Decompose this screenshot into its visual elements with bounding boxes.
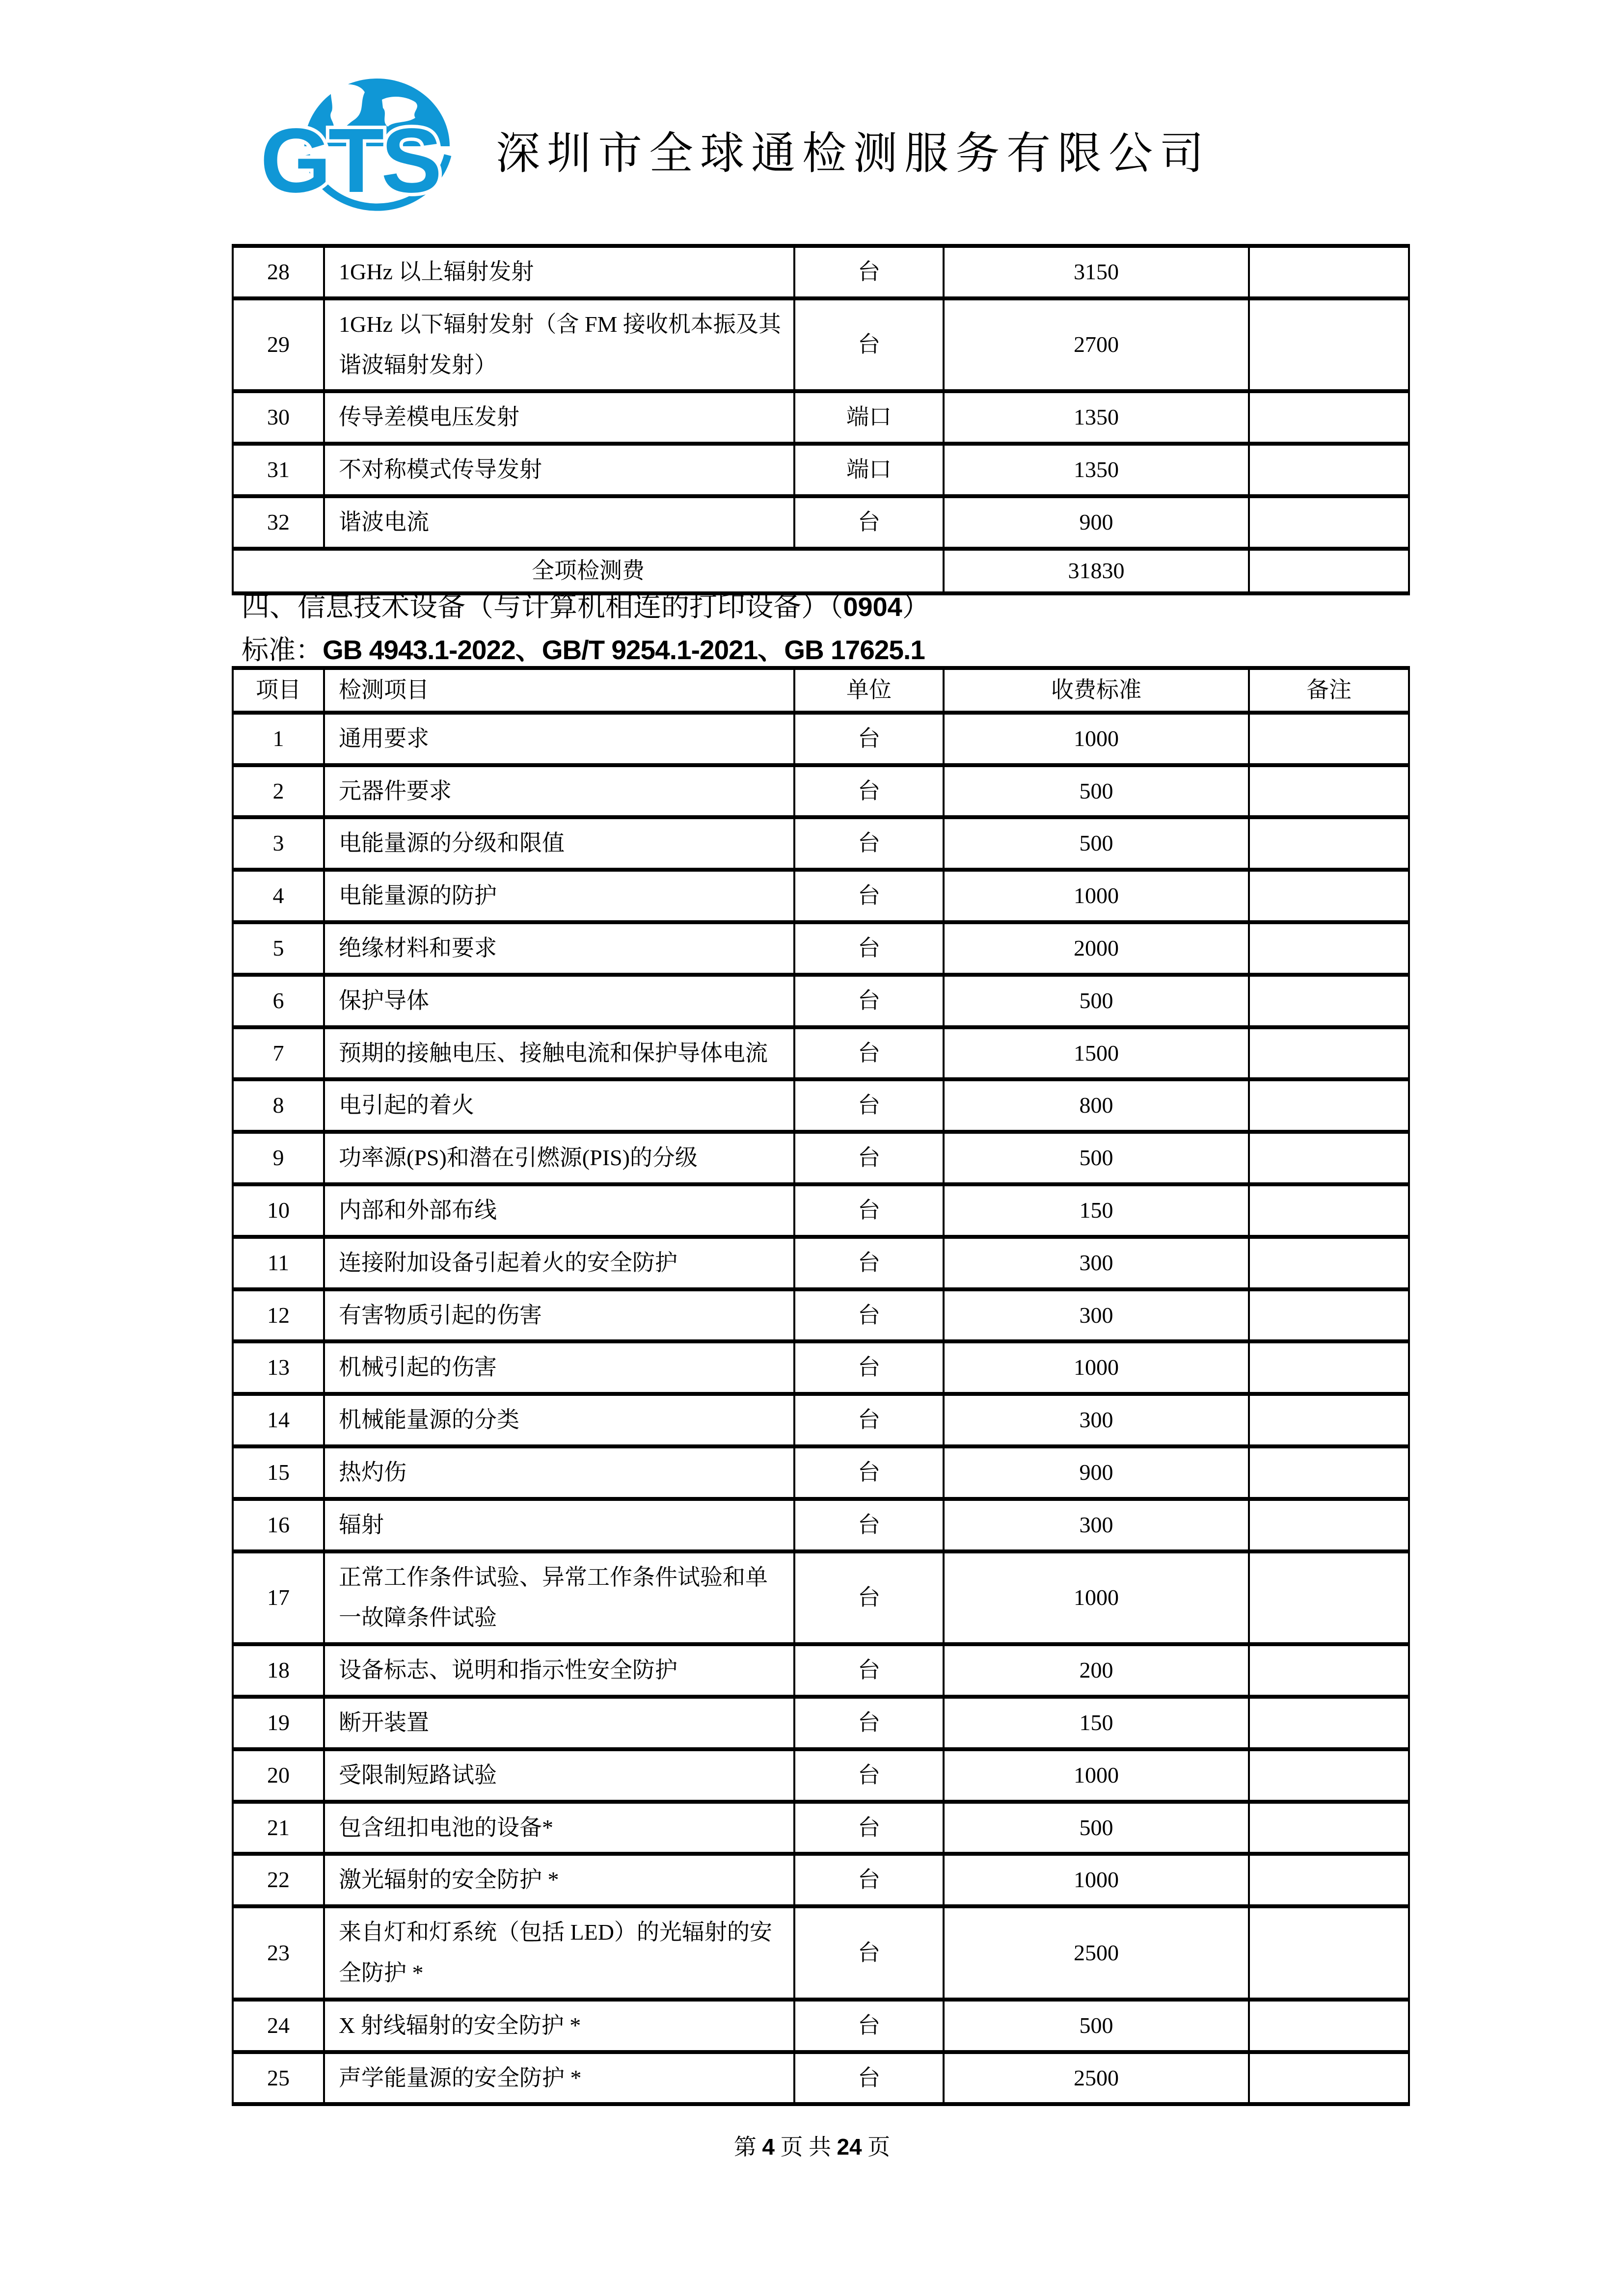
row-number: 2 [233,765,324,818]
table-row [233,817,1409,870]
footer-mid: 页 共 [780,2135,831,2160]
unit: 台 [794,1289,944,1342]
table-row [233,1027,1409,1080]
row-number: 22 [233,1854,324,1906]
test-item: 激光辐射的安全防护 * [324,1854,794,1906]
row-number: 6 [233,975,324,1027]
test-item: 内部和外部布线 [324,1184,794,1237]
test-item: X 射线辐射的安全防护 * [324,2000,794,2052]
unit: 台 [794,2052,944,2105]
row-number: 8 [233,1079,324,1132]
note [1249,1079,1409,1132]
row-number: 10 [233,1184,324,1237]
fee: 2000 [944,922,1249,975]
test-item: 功率源(PS)和潜在引燃源(PIS)的分级 [324,1132,794,1184]
test-item: 绝缘材料和要求 [324,922,794,975]
unit: 台 [794,765,944,818]
note [1249,817,1409,870]
row-number: 16 [233,1499,324,1551]
fee: 1350 [944,391,1249,444]
row-number: 31 [233,444,324,496]
unit: 端口 [794,391,944,444]
test-item: 电能量源的防护 [324,870,794,922]
unit: 台 [794,1499,944,1551]
row-number: 18 [233,1644,324,1697]
unit: 台 [794,1079,944,1132]
note [1249,922,1409,975]
row-number: 3 [233,817,324,870]
fee: 1000 [944,1749,1249,1802]
note [1249,496,1409,549]
row-number: 9 [233,1132,324,1184]
test-item: 1GHz 以下辐射发射（含 FM 接收机本振及其谐波辐射发射） [324,298,794,392]
section-title [242,584,930,624]
note [1249,1341,1409,1394]
fee: 1000 [944,713,1249,765]
table-row [233,922,1409,975]
row-number: 28 [233,246,324,298]
test-item: 包含纽扣电池的设备* [324,1802,794,1854]
table-row [233,496,1409,549]
row-number: 7 [233,1027,324,1080]
unit: 台 [794,1132,944,1184]
note [1249,1499,1409,1551]
test-item: 声学能量源的安全防护 * [324,2052,794,2105]
row-number: 11 [233,1237,324,1289]
test-item: 来自灯和灯系统（包括 LED）的光辐射的安全防护 * [324,1906,794,2000]
table-row [233,246,1409,298]
unit: 台 [794,2000,944,2052]
fee: 500 [944,765,1249,818]
header-note: 备注 [1249,668,1409,713]
note [1249,1854,1409,1906]
fee-table-main [232,666,1410,2106]
unit: 台 [794,1854,944,1906]
footer-total-pages: 24 [837,2134,862,2160]
row-number: 21 [233,1802,324,1854]
footer-page-number: 4 [762,2134,775,2160]
test-item: 保护导体 [324,975,794,1027]
unit: 台 [794,922,944,975]
note [1249,1446,1409,1499]
fee: 1000 [944,1854,1249,1906]
unit: 台 [794,975,944,1027]
note [1249,391,1409,444]
fee: 300 [944,1499,1249,1551]
row-number: 30 [233,391,324,444]
fee: 3150 [944,246,1249,298]
page-header [259,73,1211,226]
row-number: 15 [233,1446,324,1499]
row-number: 17 [233,1551,324,1645]
footer-suffix: 页 [867,2135,891,2160]
unit: 台 [794,246,944,298]
table-row [233,713,1409,765]
table-row [233,1802,1409,1854]
table-row [233,444,1409,496]
note [1249,870,1409,922]
header-unit: 单位 [794,668,944,713]
table-row [233,1551,1409,1645]
test-item: 传导差模电压发射 [324,391,794,444]
row-number: 23 [233,1906,324,2000]
standard-value: GB 4943.1-2022、GB/T 9254.1-2021、GB 17625.1 [323,635,925,665]
test-item: 辐射 [324,1499,794,1551]
note [1249,1551,1409,1645]
note [1249,1802,1409,1854]
test-item: 不对称模式传导发射 [324,444,794,496]
test-item: 受限制短路试验 [324,1749,794,1802]
test-item: 通用要求 [324,713,794,765]
note [1249,1644,1409,1697]
header-item: 检测项目 [324,668,794,713]
test-item: 谐波电流 [324,496,794,549]
test-item: 设备标志、说明和指示性安全防护 [324,1644,794,1697]
test-item: 热灼伤 [324,1446,794,1499]
gts-globe-logo [259,73,490,226]
test-item: 预期的接触电压、接触电流和保护导体电流 [324,1027,794,1080]
fee: 300 [944,1289,1249,1342]
fee: 200 [944,1644,1249,1697]
note [1249,1749,1409,1802]
fee: 300 [944,1237,1249,1289]
unit: 台 [794,817,944,870]
fee: 500 [944,1802,1249,1854]
fee: 300 [944,1394,1249,1446]
standard-line [242,628,925,667]
fee: 1000 [944,1551,1249,1645]
fee-table-continuation [232,244,1410,595]
row-number: 20 [233,1749,324,1802]
note [1249,975,1409,1027]
table-row [233,1749,1409,1802]
row-number: 1 [233,713,324,765]
test-item: 有害物质引起的伤害 [324,1289,794,1342]
unit: 台 [794,298,944,392]
test-item: 机械能量源的分类 [324,1394,794,1446]
test-item: 正常工作条件试验、异常工作条件试验和单一故障条件试验 [324,1551,794,1645]
unit: 台 [794,1906,944,2000]
fee: 1500 [944,1027,1249,1080]
fee: 150 [944,1697,1249,1749]
unit: 台 [794,1697,944,1749]
row-number: 32 [233,496,324,549]
company-name: 深圳市全球通检测服务有限公司 [496,130,1211,178]
table-row [233,870,1409,922]
note [1249,2052,1409,2105]
row-number: 29 [233,298,324,392]
note [1249,298,1409,392]
table-row [233,2052,1409,2105]
note [1249,1906,1409,2000]
footer-prefix: 第 [733,2135,757,2160]
test-item: 机械引起的伤害 [324,1341,794,1394]
test-item: 1GHz 以上辐射发射 [324,246,794,298]
note [1249,1132,1409,1184]
table-row [233,1697,1409,1749]
fee: 800 [944,1079,1249,1132]
unit: 台 [794,1184,944,1237]
unit: 台 [794,1551,944,1645]
note [1249,1289,1409,1342]
page-footer [0,2129,1624,2162]
table-row [233,1289,1409,1342]
fee: 500 [944,2000,1249,2052]
table-row [233,975,1409,1027]
fee: 2700 [944,298,1249,392]
row-number: 25 [233,2052,324,2105]
unit: 台 [794,1341,944,1394]
table-row [233,1499,1409,1551]
table-row [233,1854,1409,1906]
note [1249,713,1409,765]
fee: 500 [944,1132,1249,1184]
standard-label: 标准： [242,635,323,665]
header-fee: 收费标准 [944,668,1249,713]
unit: 台 [794,1446,944,1499]
total-fee: 31830 [944,549,1249,593]
note [1249,1237,1409,1289]
test-item: 连接附加设备引起着火的安全防护 [324,1237,794,1289]
fee: 2500 [944,1906,1249,2000]
row-number: 13 [233,1341,324,1394]
unit: 台 [794,1749,944,1802]
fee: 900 [944,496,1249,549]
unit: 台 [794,870,944,922]
unit: 台 [794,1394,944,1446]
unit: 端口 [794,444,944,496]
table-row [233,1644,1409,1697]
fee: 500 [944,975,1249,1027]
table-row [233,1237,1409,1289]
table-row [233,1132,1409,1184]
row-number: 5 [233,922,324,975]
fee: 1000 [944,1341,1249,1394]
fee: 900 [944,1446,1249,1499]
header-no: 项目 [233,668,324,713]
unit: 台 [794,496,944,549]
note [1249,1394,1409,1446]
note [1249,1184,1409,1237]
row-number: 14 [233,1394,324,1446]
fee: 150 [944,1184,1249,1237]
note [1249,2000,1409,2052]
note [1249,765,1409,818]
table-row [233,1341,1409,1394]
table-row [233,765,1409,818]
unit: 台 [794,1237,944,1289]
table-row [233,1446,1409,1499]
unit: 台 [794,1802,944,1854]
section-code: 0904 [843,592,902,622]
test-item: 电能量源的分级和限值 [324,817,794,870]
table-row [233,1906,1409,2000]
note [1249,246,1409,298]
table-row [233,1184,1409,1237]
note [1249,1027,1409,1080]
unit: 台 [794,1644,944,1697]
fee: 1000 [944,870,1249,922]
row-number: 12 [233,1289,324,1342]
table-row [233,298,1409,392]
table-row [233,1394,1409,1446]
total-note [1249,549,1409,593]
gts-logo-text: GTS [260,110,439,212]
table-header-row [233,668,1409,713]
note [1249,444,1409,496]
table-row [233,1079,1409,1132]
unit: 台 [794,1027,944,1080]
test-item: 元器件要求 [324,765,794,818]
section-title-close: ） [902,591,930,622]
fee: 500 [944,817,1249,870]
fee: 1350 [944,444,1249,496]
table-row [233,2000,1409,2052]
section-title-text: 四、信息技术设备（与计算机相连的打印设备）（ [242,591,843,622]
row-number: 4 [233,870,324,922]
total-label: 全项检测费 [233,549,944,593]
test-item: 断开装置 [324,1697,794,1749]
note [1249,1697,1409,1749]
test-item: 电引起的着火 [324,1079,794,1132]
unit: 台 [794,713,944,765]
table-row [233,391,1409,444]
row-number: 19 [233,1697,324,1749]
row-number: 24 [233,2000,324,2052]
fee: 2500 [944,2052,1249,2105]
